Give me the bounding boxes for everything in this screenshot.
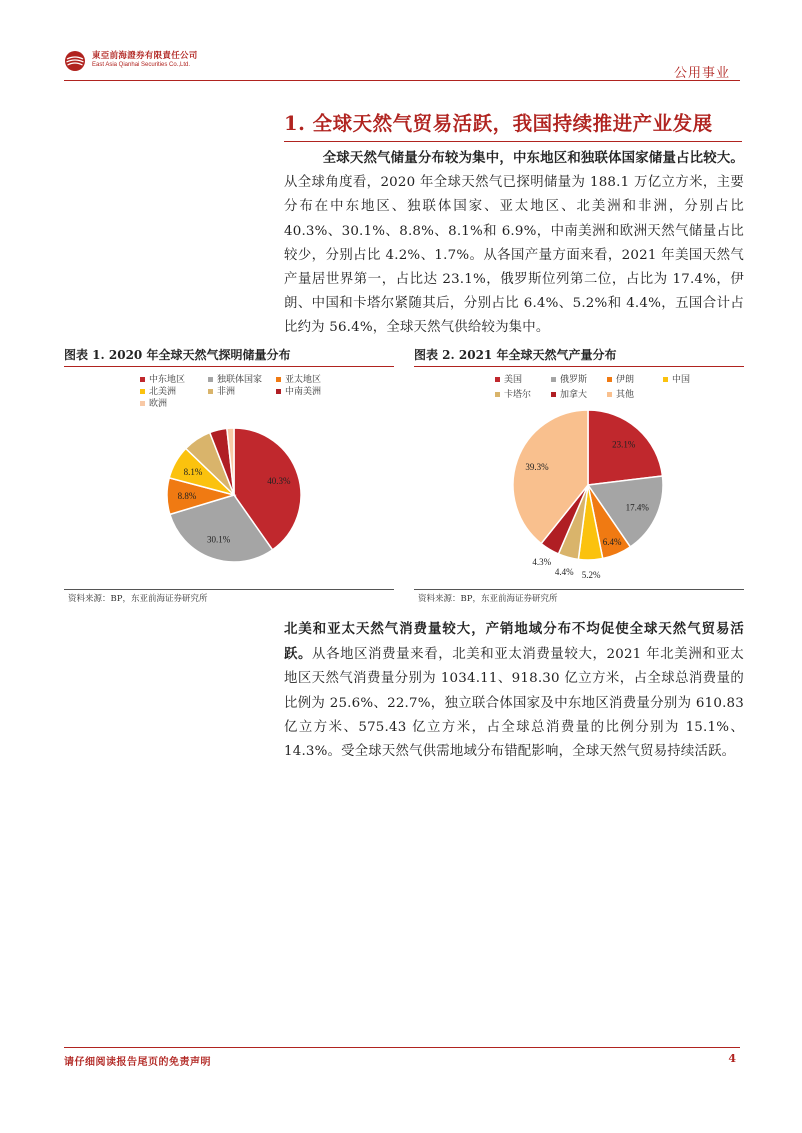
- figure-1-bottom-rule: [64, 589, 394, 590]
- pie-data-label: 39.3%: [525, 462, 549, 473]
- figure-1-top-rule: [64, 366, 394, 367]
- legend-swatch: [607, 392, 612, 397]
- paragraph-reserves: [284, 146, 744, 341]
- legend-item: [551, 372, 587, 385]
- figure-2-caption: 图表 2. 2021 年全球天然气产量分布: [414, 348, 617, 362]
- legend-swatch: [140, 401, 145, 406]
- paragraph-consumption-lead: 北美和亚太天然气消费量较大，产销地域分布不均促使全球天然气贸易活跃。: [284, 621, 744, 663]
- pie-data-label: 23.1%: [612, 439, 636, 450]
- legend-label: 其他: [616, 390, 635, 400]
- legend-swatch: [607, 377, 612, 382]
- figure-2-bottom-rule: [414, 589, 744, 590]
- paragraph-consumption-body: 从各地区消费量来看，北美和亚太消费量较大，2021 年北美洲和亚太地区天然气消费量分别为 1034.11、918.30 亿立方米，占全球总消费量的比例为 25.6%、22.7%，独立联合体国家及中东地区消费量分别为 610.83 亿立方米、575.43 亿立方米，占全球总消费量的比例分别为 15.1%、14.3%。受全球天然气供需地域分布错配影响，全球天然气贸易持续活跃。: [284, 647, 744, 760]
- legend-label: 伊朗: [616, 375, 635, 385]
- figure-1-source: 资料来源：BP，东亚前海证券研究所: [68, 594, 208, 604]
- figure-1-pie-chart: [150, 420, 320, 570]
- legend-label: 俄罗斯: [560, 375, 588, 385]
- pie-data-label: 4.3%: [532, 557, 552, 568]
- legend-label: 非洲: [217, 387, 236, 397]
- legend-label: 卡塔尔: [504, 390, 532, 400]
- legend-item: [663, 372, 690, 385]
- pie-data-label: 17.4%: [625, 502, 649, 513]
- legend-swatch: [551, 377, 556, 382]
- legend-label: 加拿大: [560, 390, 588, 400]
- pie-data-label: 5.2%: [581, 569, 601, 580]
- logo-globe-icon: [64, 50, 86, 72]
- legend-label: 中东地区: [149, 375, 186, 385]
- pie-data-label: 6.4%: [602, 537, 622, 548]
- header-divider: [64, 80, 740, 81]
- legend-label: 亚太地区: [285, 375, 322, 385]
- legend-item: [276, 384, 321, 397]
- page-number: 4: [728, 1052, 736, 1065]
- pie-data-label: 30.1%: [207, 534, 231, 545]
- legend-label: 欧洲: [149, 399, 168, 409]
- legend-swatch: [663, 377, 668, 382]
- pie-data-label: 4.4%: [554, 566, 574, 577]
- legend-item: [607, 387, 634, 400]
- figure-1-legend: [140, 372, 380, 422]
- footer-disclaimer: 请仔细阅读报告尾页的免责声明: [64, 1057, 211, 1068]
- legend-swatch: [208, 377, 213, 382]
- legend-label: 北美洲: [149, 387, 177, 397]
- legend-item: [495, 387, 531, 400]
- paragraph-consumption: [284, 617, 744, 764]
- paragraph-reserves-lead: 全球天然气储量分布较为集中，中东地区和独联体国家储量占比较大。: [322, 150, 744, 166]
- figure-2-top-rule: [414, 366, 744, 367]
- section-title: 1. 全球天然气贸易活跃，我国持续推进产业发展: [284, 112, 713, 135]
- legend-swatch: [276, 389, 281, 394]
- legend-label: 中南美洲: [285, 387, 322, 397]
- company-name-en: East Asia Qianhai Securities Co.,Ltd.: [92, 62, 191, 68]
- legend-label: 独联体国家: [217, 375, 263, 385]
- section-title-underline: [284, 141, 742, 142]
- figure-2-pie-chart: [490, 405, 680, 585]
- legend-swatch: [551, 392, 556, 397]
- figure-1-caption: 图表 1. 2020 年全球天然气探明储量分布: [64, 348, 291, 362]
- figure-2-source: 资料来源：BP，东亚前海证券研究所: [418, 594, 558, 604]
- legend-label: 中国: [672, 375, 691, 385]
- legend-swatch: [208, 389, 213, 394]
- pie-data-label: 8.1%: [183, 466, 203, 477]
- legend-item: [140, 396, 167, 409]
- legend-swatch: [140, 377, 145, 382]
- company-logo: [64, 48, 264, 76]
- legend-swatch: [276, 377, 281, 382]
- report-category: 公用事业: [673, 66, 730, 81]
- paragraph-reserves-body: 从全球角度看，2020 年全球天然气已探明储量为 188.1 万亿立方米，主要分布在中东地区、独联体国家、亚太地区、北美洲和非洲，分别占比 40.3%、30.1%、8.8%、8.1%和 6.9%，中南美洲和欧洲天然气储量占比较少，分别占比 4.2%、1.7%。从各国产量方面来看，2021 年美国天然气产量居世界第一，占比达 23.1%，俄罗斯位列第二位，占比为 17.4%，伊朗、中国和卡塔尔紧随其后，分别占比 6.4%、5.2%和 4.4%，五国合计占比约为 56.4%，全球天然气供给较为集中。: [284, 175, 744, 336]
- company-name-cn: 東亞前海證券有限責任公司: [92, 51, 198, 61]
- legend-item: [607, 372, 634, 385]
- pie-data-label: 8.8%: [177, 490, 197, 501]
- footer-divider: [64, 1047, 740, 1048]
- legend-swatch: [140, 389, 145, 394]
- pie-data-label: 40.3%: [267, 475, 291, 486]
- legend-item: [208, 384, 235, 397]
- legend-label: 美国: [504, 375, 523, 385]
- legend-swatch: [495, 392, 500, 397]
- legend-swatch: [495, 377, 500, 382]
- legend-item: [551, 387, 587, 400]
- legend-item: [495, 372, 522, 385]
